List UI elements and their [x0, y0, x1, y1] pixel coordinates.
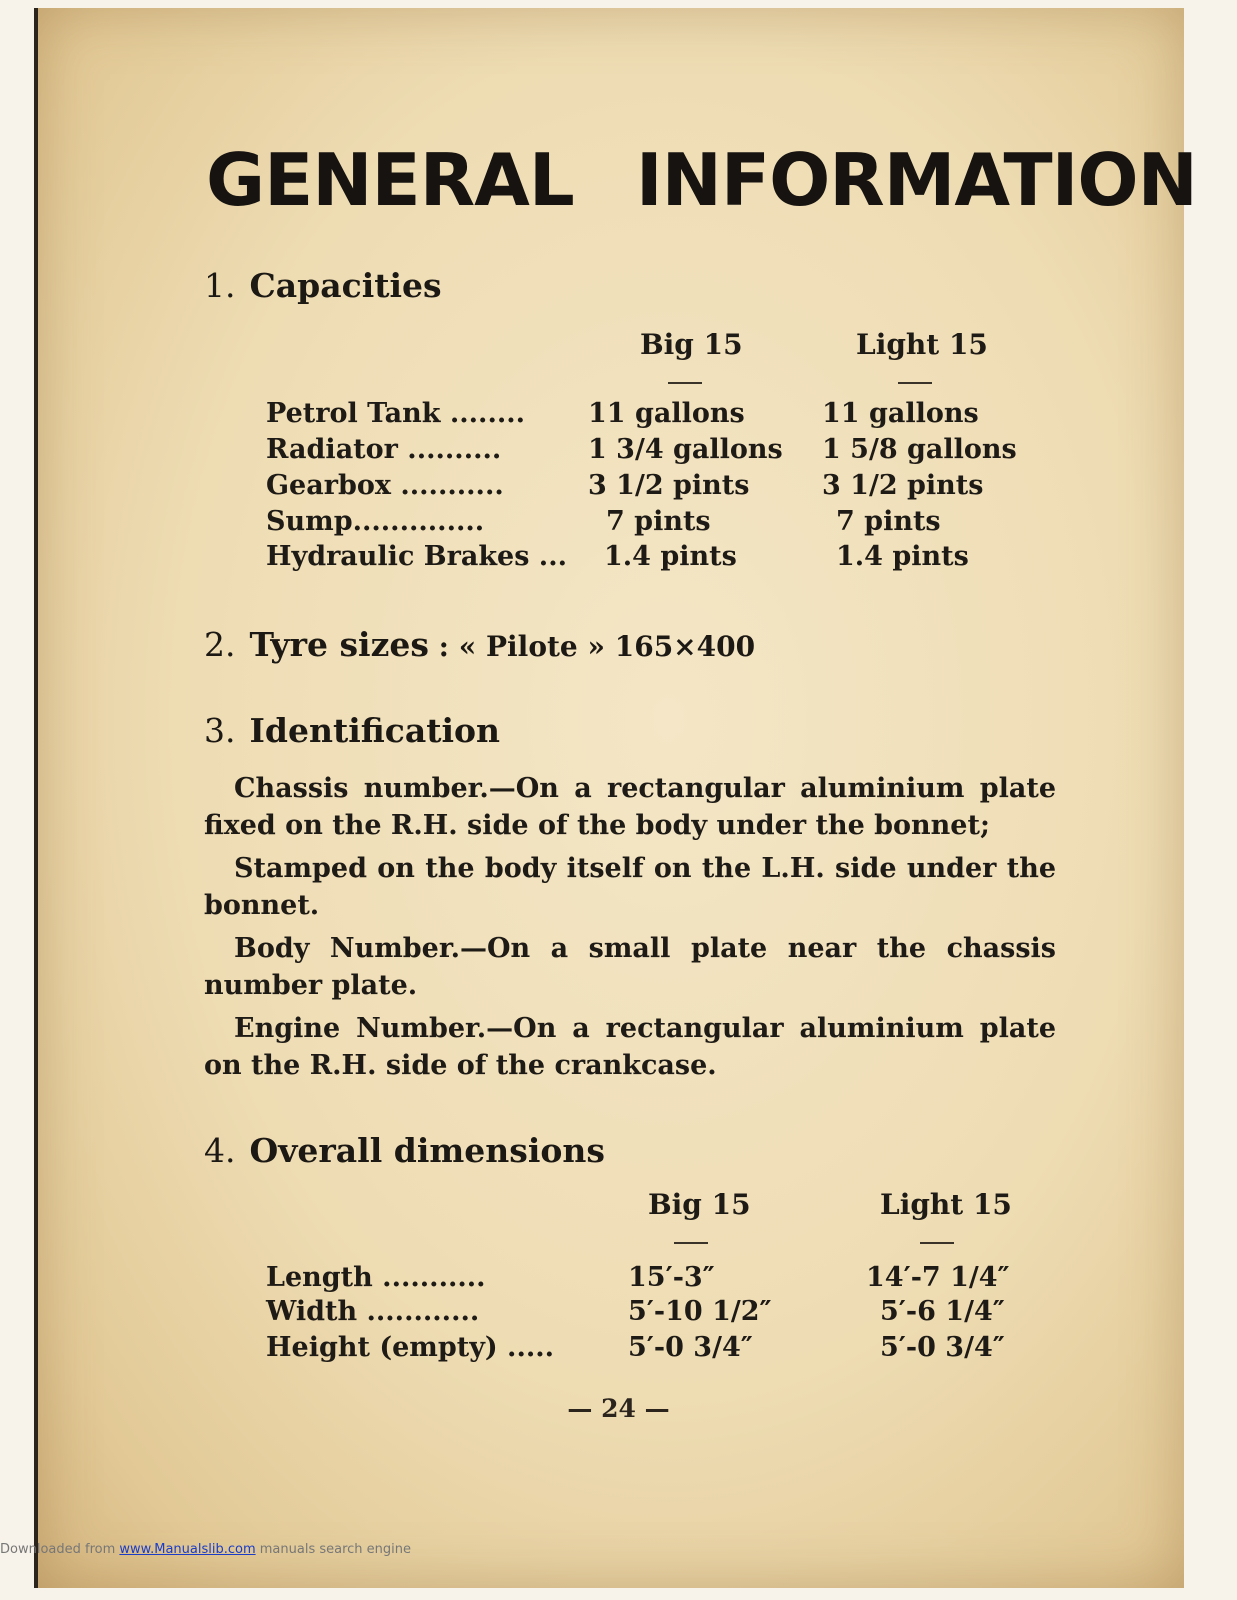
page-title: GENERAL INFORMATION: [206, 138, 1197, 222]
section-number: 3.: [204, 711, 236, 750]
section-title: Identification: [249, 711, 501, 750]
paragraph-text: —On a small plate near the chassis number plate.: [204, 933, 1056, 1001]
table-row: [0, 506, 1237, 542]
section-number: 1.: [204, 266, 236, 305]
paragraph-text: —On a rectangular aluminium plate on the R.H. side of the crankcase.: [204, 1013, 1057, 1081]
section-title: Capacities: [249, 266, 442, 305]
section-tyre-sizes: [204, 625, 755, 664]
light15-value: 5′-6 1/4″: [880, 1296, 1005, 1327]
paragraph-body-number: [204, 930, 1056, 1004]
section-identification-heading: [204, 711, 500, 750]
download-footer: [0, 1542, 411, 1557]
column-divider: [668, 382, 702, 384]
table-row: [0, 1332, 1237, 1368]
row-label: Radiator ..........: [266, 434, 502, 465]
paragraph-chassis-number: [204, 770, 1056, 844]
column-header-light15: Light 15: [856, 328, 988, 361]
big15-value: 1 3/4 gallons: [588, 434, 783, 465]
column-divider: [674, 1242, 708, 1244]
page-number: — 24 —: [567, 1394, 670, 1423]
row-label: Height (empty) .....: [266, 1332, 555, 1363]
column-header-big15: Big 15: [640, 328, 743, 361]
column-header-big15: Big 15: [648, 1188, 751, 1221]
light15-value: 1.4 pints: [836, 541, 969, 572]
row-label: Width ............: [266, 1296, 480, 1327]
light15-value: 3 1/2 pints: [822, 470, 984, 501]
light15-value: 14′-7 1/4″: [866, 1262, 1010, 1293]
column-divider: [920, 1242, 954, 1244]
big15-value: 5′-0 3/4″: [628, 1332, 753, 1363]
section-dimensions-heading: [204, 1131, 605, 1170]
manualslib-link[interactable]: www.Manualslib.com: [119, 1542, 256, 1557]
table-row: [0, 434, 1237, 470]
paragraph-lead: Engine Number.: [234, 1013, 487, 1044]
big15-value: 7 pints: [606, 506, 711, 537]
row-label: Petrol Tank ........: [266, 398, 526, 429]
footer-prefix: Downloaded from: [0, 1542, 120, 1557]
paragraph-body-stamp: [204, 850, 1056, 924]
paragraph-lead: Body Number.: [234, 933, 460, 964]
big15-value: 3 1/2 pints: [588, 470, 750, 501]
column-header-light15: Light 15: [880, 1188, 1012, 1221]
section-title: Tyre sizes: [249, 625, 429, 664]
table-row: [0, 1262, 1237, 1298]
row-label: Sump..............: [266, 506, 485, 537]
row-label: Length ...........: [266, 1262, 486, 1293]
light15-value: 11 gallons: [822, 398, 979, 429]
paragraph-lead: Chassis number.: [234, 773, 489, 804]
section-title: Overall dimensions: [249, 1131, 605, 1170]
section-number: 2.: [204, 625, 236, 664]
big15-value: 11 gallons: [588, 398, 745, 429]
column-divider: [898, 382, 932, 384]
tyre-size-value: : « Pilote » 165×400: [428, 630, 756, 663]
table-row: [0, 1296, 1237, 1332]
big15-value: 1.4 pints: [604, 541, 737, 572]
row-label: Gearbox ...........: [266, 470, 504, 501]
big15-value: 5′-10 1/2″: [628, 1296, 772, 1327]
light15-value: 5′-0 3/4″: [880, 1332, 1005, 1363]
section-number: 4.: [204, 1131, 236, 1170]
paragraph-text: Stamped on the body itself on the L.H. side under the bonnet.: [204, 853, 1056, 921]
row-label: Hydraulic Brakes ...: [266, 541, 568, 572]
paragraph-engine-number: [204, 1010, 1056, 1084]
light15-value: 1 5/8 gallons: [822, 434, 1017, 465]
footer-suffix: manuals search engine: [255, 1542, 412, 1557]
section-capacities-heading: [204, 266, 442, 305]
big15-value: 15′-3″: [628, 1262, 715, 1293]
table-row: [0, 541, 1237, 577]
light15-value: 7 pints: [836, 506, 941, 537]
table-row: [0, 398, 1237, 434]
paragraph-text: —On a rectangular aluminium plate fixed on the R.H. side of the body under the bonnet;: [204, 773, 1057, 841]
table-row: [0, 470, 1237, 506]
